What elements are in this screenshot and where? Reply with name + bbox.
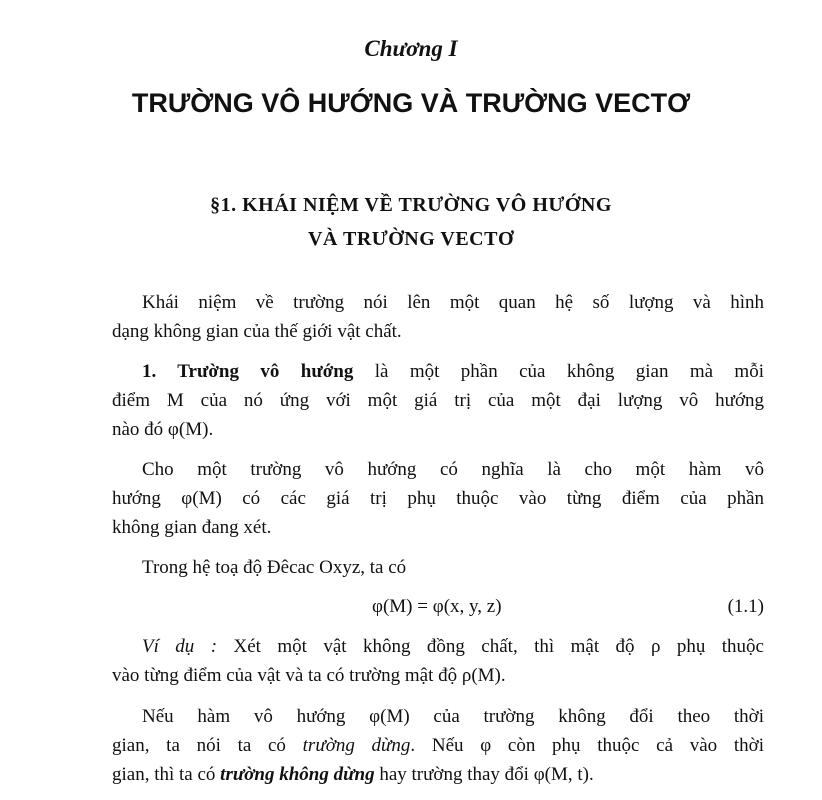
paragraph-cartesian (112, 553, 764, 582)
paragraph-scalar-function (112, 455, 764, 542)
section-title-line2: VÀ TRƯỜNG VECTƠ (307, 228, 515, 250)
paragraph-scalar-field-definition (112, 357, 764, 444)
paragraph-line: nào đó φ(M). (112, 419, 214, 440)
paragraph-stationary-field (112, 702, 764, 789)
paragraph-line: không gian đang xét. (112, 517, 272, 538)
paragraph-line: vào từng điểm của vật và ta có trường mật độ ρ(M). (112, 665, 506, 686)
paragraph-line: điểm M của nó ứng với một giá trị của một đại lượng vô hướng (112, 390, 764, 411)
term-stationary-field: trường dừng (302, 735, 411, 756)
paragraph-line (112, 357, 764, 386)
chapter-label: Chương I (364, 36, 458, 61)
section-title-line1: §1. KHÁI NIỆM VỀ TRƯỜNG VÔ HƯỚNG (210, 194, 612, 216)
paragraph-line: Cho một trường vô hướng có nghĩa là cho một hàm vô (142, 459, 764, 480)
paragraph-line: dạng không gian của thế giới vật chất. (112, 321, 402, 342)
paragraph-text: . Nếu φ còn phụ thuộc cả vào thời (410, 735, 764, 756)
example-label: Ví dụ : (142, 636, 218, 657)
paragraph-line (112, 760, 764, 789)
equation-expression: φ(M) = φ(x, y, z) (372, 596, 502, 617)
paragraph-line (112, 632, 764, 661)
paragraph-line: Khái niệm về trường nói lên một quan hệ số lượng và hình (142, 292, 764, 313)
paragraph-text: gian, ta nói ta có (112, 735, 303, 756)
paragraph-intro (112, 288, 764, 346)
paragraph-line: Nếu hàm vô hướng φ(M) của trường không đổi theo thời (142, 706, 764, 727)
paragraph-line (112, 731, 764, 760)
paragraph-text: hay trường thay đổi φ(M, t). (374, 764, 594, 785)
paragraph-line: hướng φ(M) có các giá trị phụ thuộc vào từng điểm của phần (112, 488, 764, 509)
chapter-title: TRƯỜNG VÔ HƯỚNG VÀ TRƯỜNG VECTƠ (131, 88, 691, 118)
equation-number: (1.1) (727, 596, 764, 617)
term-nonstationary-field: trường không dừng (220, 764, 375, 785)
paragraph-text: Xét một vật không đồng chất, thì mật độ ρ phụ thuộc (217, 636, 764, 657)
paragraph-line: Trong hệ toạ độ Đêcac Oxyz, ta có (142, 557, 407, 578)
paragraph-example (112, 632, 764, 690)
paragraph-text: gian, thì ta có (112, 764, 221, 785)
paragraph-text: là một phần của không gian mà mỗi (353, 361, 764, 382)
definition-term: 1. Trường vô hướng (142, 361, 354, 382)
